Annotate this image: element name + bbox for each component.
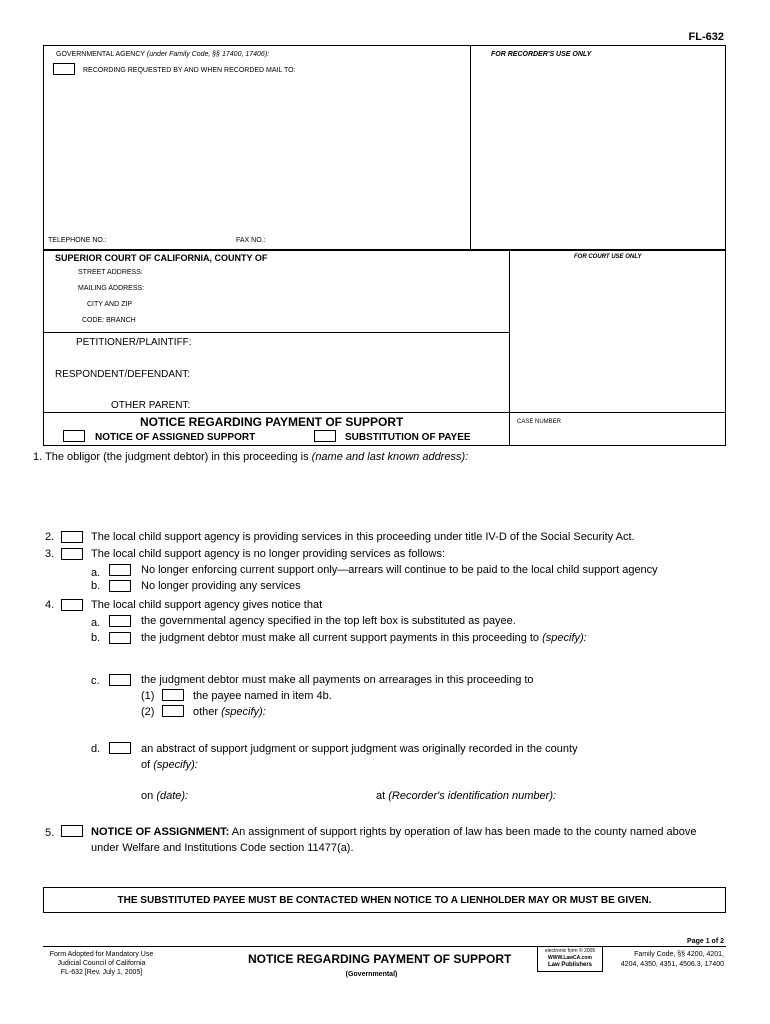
item-3a-checkbox[interactable] xyxy=(109,564,131,576)
court-use-label: FOR COURT USE ONLY xyxy=(574,254,642,260)
respondent-label: RESPONDENT/DEFENDANT: xyxy=(55,369,191,380)
fax-label: FAX NO.: xyxy=(236,237,266,244)
item-2-num: 2. xyxy=(45,531,55,543)
item-3-text: The local child support agency is no longer providing services as follows: xyxy=(91,548,446,560)
item-5-text: NOTICE OF ASSIGNMENT: An assignment of support rights by operation of law has been made to the county named above xyxy=(91,826,697,838)
item-1: 1. The obligor (the judgment debtor) in this proceeding is (name and last known address): xyxy=(33,451,469,463)
item-4b-checkbox[interactable] xyxy=(109,632,131,644)
item-4d-letter: d. xyxy=(91,743,101,755)
at-recorder-label: at (Recorder's identification number): xyxy=(376,790,557,802)
item-3b-letter: b. xyxy=(91,580,101,592)
item-4a-text: the governmental agency specified in the top left box is substituted as payee. xyxy=(141,615,516,627)
item-2-checkbox[interactable] xyxy=(61,531,83,543)
on-date-label: on (date): xyxy=(141,790,189,802)
agency-label: GOVERNMENTAL AGENCY (under Family Code, §§ 17400, 17406): xyxy=(56,51,270,58)
item-3b-text: No longer providing any services xyxy=(141,580,301,592)
codes-block: Family Code, §§ 4200, 4201, 4204, 4350, 4351, 4506.3, 17400 xyxy=(620,951,724,968)
item-3-checkbox[interactable] xyxy=(61,548,83,560)
mailing-label: MAILING ADDRESS: xyxy=(78,285,145,292)
item-4b-text: the judgment debtor must make all current support payments in this proceeding to (specify): xyxy=(141,632,587,644)
item-4d-text: an abstract of support judgment or support judgment was originally recorded in the county xyxy=(141,743,578,755)
item-5-checkbox[interactable] xyxy=(61,825,83,837)
recorder-box xyxy=(43,45,726,250)
item-2-text: The local child support agency is providing services in this proceeding under title IV-D of the Social Security Act. xyxy=(91,531,635,543)
item-3-num: 3. xyxy=(45,548,55,560)
footer-title: NOTICE REGARDING PAYMENT OF SUPPORT xyxy=(248,952,512,966)
case-number-label: CASE NUMBER xyxy=(517,419,562,425)
item-4-checkbox[interactable] xyxy=(61,599,83,611)
item-3a-text: No longer enforcing current support only—arrears will continue to be paid to the local child support agency xyxy=(141,564,658,576)
branch-label: CODE: BRANCH xyxy=(82,317,136,324)
item-4c-checkbox[interactable] xyxy=(109,674,131,686)
assigned-support-label: NOTICE OF ASSIGNED SUPPORT xyxy=(95,432,256,443)
item-4c1-checkbox[interactable] xyxy=(162,689,184,701)
item-4a-checkbox[interactable] xyxy=(109,615,131,627)
notice-title: NOTICE REGARDING PAYMENT OF SUPPORT xyxy=(140,415,404,429)
street-label: STREET ADDRESS: xyxy=(78,269,143,276)
assigned-support-checkbox[interactable] xyxy=(63,430,85,442)
adopted-block: Form Adopted for Mandatory Use Judicial Council of California FL-632 [Rev. July 1, 2005] xyxy=(49,951,154,976)
court-title: SUPERIOR COURT OF CALIFORNIA, COUNTY OF xyxy=(55,253,268,263)
item-4d-checkbox[interactable] xyxy=(109,742,131,754)
item-4-text: The local child support agency gives notice that xyxy=(91,599,323,611)
lienholder-notice: THE SUBSTITUTED PAYEE MUST BE CONTACTED WHEN NOTICE TO A LIENHOLDER MAY OR MUST BE GIVEN. xyxy=(117,895,652,906)
item-3b-checkbox[interactable] xyxy=(109,580,131,592)
item-4d-county: of (specify): xyxy=(141,759,198,771)
recording-requested-label: RECORDING REQUESTED BY AND WHEN RECORDED MAIL TO: xyxy=(83,67,296,74)
footer-subtitle: (Governmental) xyxy=(345,971,398,978)
substitution-payee-label: SUBSTITUTION OF PAYEE xyxy=(345,432,471,443)
city-label: CITY AND ZIP xyxy=(87,301,132,308)
item-4c2-checkbox[interactable] xyxy=(162,705,184,717)
recorder-use-label: FOR RECORDER'S USE ONLY xyxy=(491,51,592,58)
form-id: FL-632 xyxy=(688,31,724,43)
substitution-payee-checkbox[interactable] xyxy=(314,430,336,442)
telephone-label: TELEPHONE NO.: xyxy=(48,237,107,244)
item-4b-letter: b. xyxy=(91,632,101,644)
petitioner-label: PETITIONER/PLAINTIFF: xyxy=(76,337,192,348)
item-4-num: 4. xyxy=(45,599,55,611)
other-parent-label: OTHER PARENT: xyxy=(111,400,191,411)
eform-text: electronic form © 2005 WWW.LawCA.com Law Publishers xyxy=(544,948,596,968)
recording-requested-checkbox[interactable] xyxy=(53,63,75,75)
item-5-num: 5. xyxy=(45,827,55,839)
item-4a-letter: a. xyxy=(91,617,101,629)
item-4c1-num: (1) xyxy=(141,690,155,702)
item-4c-text: the judgment debtor must make all payments on arrearages in this proceeding to xyxy=(141,674,534,686)
item-4c1-text: the payee named in item 4b. xyxy=(193,690,332,702)
item-4c2-num: (2) xyxy=(141,706,155,718)
item-3a-letter: a. xyxy=(91,567,101,579)
item-4c2-text: other (specify): xyxy=(193,706,266,718)
item-5-text-2: under Welfare and Institutions Code section 11477(a). xyxy=(91,842,354,854)
page-number: Page 1 of 2 xyxy=(687,938,724,945)
item-4c-letter: c. xyxy=(91,675,100,687)
